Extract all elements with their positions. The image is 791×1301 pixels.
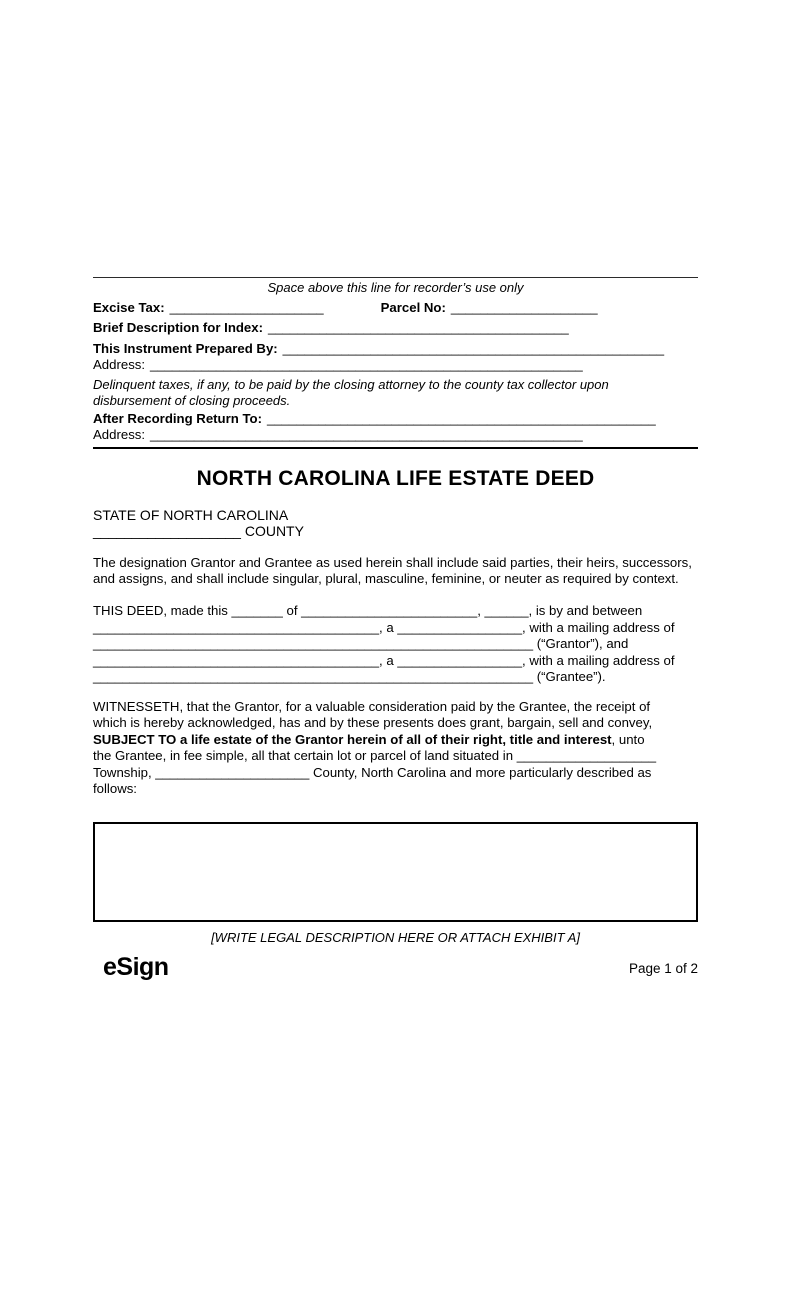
return-address-blank[interactable]: ___________________________________________________________ bbox=[150, 427, 583, 443]
subject-to-clause-tail: , unto bbox=[611, 731, 645, 747]
designation-line-2: and assigns, and shall include singular, plural, masculine, feminine, or neuter as required by context. bbox=[93, 571, 679, 587]
subject-to-bold-clause: SUBJECT TO a life estate of the Grantor herein of all of their right, title and interest bbox=[93, 731, 612, 747]
excise-tax-label: Excise Tax: bbox=[93, 300, 165, 315]
county-blank[interactable]: ___________________ bbox=[93, 523, 241, 540]
delinquent-note-line-1: Delinquent taxes, if any, to be paid by the closing attorney to the county tax collector upon bbox=[93, 377, 609, 392]
designation-line-1: The designation Grantor and Grantee as used herein shall include said parties, their heirs, successors, bbox=[93, 555, 692, 571]
brief-description-blank[interactable]: _________________________________________ bbox=[268, 320, 569, 335]
return-address-row bbox=[93, 427, 698, 443]
esign-logo: eSign bbox=[103, 952, 169, 981]
return-address-label: Address: bbox=[93, 427, 146, 443]
witnesseth-line-1: WITNESSETH, that the Grantor, for a valuable consideration paid by the Grantee, the receipt of bbox=[93, 698, 651, 714]
recorder-divider-line bbox=[93, 277, 698, 278]
state-county-block bbox=[93, 507, 698, 539]
instrument-prepared-blank[interactable]: ____________________________________________________ bbox=[282, 341, 665, 356]
page-footer bbox=[93, 953, 698, 981]
instrument-prepared-label: This Instrument Prepared By: bbox=[93, 341, 278, 356]
deed-line-4: _______________________________________, a _________________, with a mailing address of bbox=[93, 652, 675, 668]
preparer-address-blank[interactable]: ___________________________________________________________ bbox=[150, 357, 583, 372]
after-recording-row bbox=[93, 411, 698, 427]
recorder-note: Space above this line for recorder’s use only bbox=[267, 280, 524, 295]
page-indicator: Page 1 of 2 bbox=[628, 960, 698, 976]
after-recording-blank[interactable]: _____________________________________________________ bbox=[267, 411, 656, 427]
instrument-prepared-row bbox=[93, 341, 698, 357]
brief-description-label: Brief Description for Index: bbox=[93, 320, 263, 335]
legal-description-caption: [WRITE LEGAL DESCRIPTION HERE OR ATTACH EXHIBIT A] bbox=[211, 929, 580, 945]
state-line: STATE OF NORTH CAROLINA bbox=[93, 507, 289, 524]
witnesseth-line-2: which is hereby acknowledged, has and by these presents does grant, bargain, sell and convey, bbox=[93, 715, 653, 731]
deed-line-1: THIS DEED, made this _______ of ________________________, ______, is by and between bbox=[93, 603, 643, 619]
header-bottom-line bbox=[93, 447, 698, 449]
deed-line-2: _______________________________________, a _________________, with a mailing address of bbox=[93, 619, 675, 635]
document-page bbox=[0, 277, 791, 1301]
brief-description-row bbox=[93, 320, 698, 336]
county-line bbox=[93, 523, 698, 539]
witnesseth-line-6: follows: bbox=[93, 781, 137, 797]
preparer-address-label: Address: bbox=[93, 357, 146, 372]
deed-line-3: ____________________________________________________________ (“Grantor”), and bbox=[93, 636, 629, 652]
delinquent-taxes-note bbox=[93, 377, 698, 408]
witnesseth-line-3 bbox=[93, 732, 698, 749]
document-title: NORTH CAROLINA LIFE ESTATE DEED bbox=[196, 467, 595, 491]
preparer-address-row bbox=[93, 357, 698, 373]
excise-parcel-row bbox=[93, 300, 698, 316]
parcel-no-blank[interactable]: ____________________ bbox=[450, 300, 598, 315]
deed-paragraph bbox=[93, 603, 698, 686]
after-recording-label: After Recording Return To: bbox=[93, 411, 262, 427]
excise-tax-blank[interactable]: _____________________ bbox=[169, 300, 324, 315]
deed-line-5: ____________________________________________________________ (“Grantee”). bbox=[93, 669, 606, 685]
witnesseth-line-5: Township, _____________________ County, North Carolina and more particularly described as bbox=[93, 764, 652, 780]
witnesseth-line-4: the Grantee, in fee simple, all that certain lot or parcel of land situated in ___________________ bbox=[93, 748, 657, 764]
legal-description-box[interactable] bbox=[93, 822, 698, 922]
delinquent-note-line-2: disbursement of closing proceeds. bbox=[93, 392, 291, 408]
witnesseth-paragraph bbox=[93, 699, 698, 798]
designation-paragraph bbox=[93, 555, 698, 587]
parcel-no-label: Parcel No: bbox=[380, 300, 446, 315]
county-label: COUNTY bbox=[244, 523, 304, 540]
